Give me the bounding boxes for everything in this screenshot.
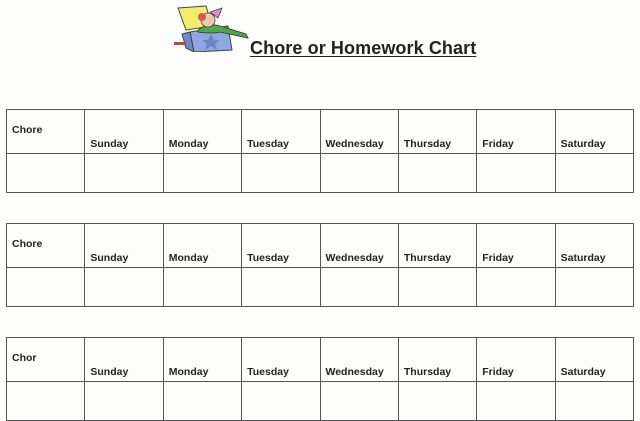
entry-cell[interactable] <box>320 268 398 307</box>
entry-cell[interactable] <box>85 154 163 193</box>
header-cell: Tuesday <box>242 338 320 382</box>
header-cell: Saturday <box>555 224 633 268</box>
entry-cell[interactable] <box>555 382 633 421</box>
chore-table-3 <box>6 337 634 421</box>
header-cell: Sunday <box>85 224 163 268</box>
entry-cell[interactable] <box>477 154 555 193</box>
entry-cell[interactable] <box>163 268 241 307</box>
entry-cell[interactable] <box>555 268 633 307</box>
entry-cell[interactable] <box>398 154 476 193</box>
header-cell: Saturday <box>555 110 633 154</box>
entry-row <box>7 268 634 307</box>
entry-cell[interactable] <box>320 154 398 193</box>
entry-cell[interactable] <box>242 154 320 193</box>
header-cell: Tuesday <box>242 224 320 268</box>
header-cell: Friday <box>477 110 555 154</box>
header-cell: Sunday <box>85 110 163 154</box>
header-cell: Monday <box>163 338 241 382</box>
entry-cell[interactable] <box>320 382 398 421</box>
header-cell: Friday <box>477 224 555 268</box>
entry-cell[interactable] <box>7 382 85 421</box>
entry-cell[interactable] <box>242 268 320 307</box>
header-row <box>7 338 634 382</box>
entry-cell[interactable] <box>555 154 633 193</box>
entry-cell[interactable] <box>85 382 163 421</box>
header-cell: Thursday <box>398 110 476 154</box>
header-cell: Wednesday <box>320 224 398 268</box>
header-cell: Monday <box>163 110 241 154</box>
chore-table-2 <box>6 223 634 307</box>
entry-cell[interactable] <box>398 382 476 421</box>
header-cell: Sunday <box>85 338 163 382</box>
header-cell: Wednesday <box>320 110 398 154</box>
entry-cell[interactable] <box>477 382 555 421</box>
header-cell: Monday <box>163 224 241 268</box>
chore-table-1 <box>6 109 634 193</box>
entry-cell[interactable] <box>477 268 555 307</box>
header-cell: Saturday <box>555 338 633 382</box>
entry-row <box>7 382 634 421</box>
entry-cell[interactable] <box>7 268 85 307</box>
header-cell: Chor <box>7 338 85 382</box>
header-row <box>7 224 634 268</box>
entry-cell[interactable] <box>398 268 476 307</box>
header-cell: Thursday <box>398 338 476 382</box>
header-cell: Chore <box>7 110 85 154</box>
page-title: Chore or Homework Chart <box>250 38 477 58</box>
entry-cell[interactable] <box>163 154 241 193</box>
header-cell: Friday <box>477 338 555 382</box>
header-row <box>7 110 634 154</box>
header-cell: Chore <box>7 224 85 268</box>
entry-cell[interactable] <box>242 382 320 421</box>
jack-in-the-box-clipart <box>168 4 260 52</box>
header-cell: Thursday <box>398 224 476 268</box>
header-cell: Wednesday <box>320 338 398 382</box>
entry-cell[interactable] <box>85 268 163 307</box>
entry-cell[interactable] <box>7 154 85 193</box>
entry-row <box>7 154 634 193</box>
header-cell: Tuesday <box>242 110 320 154</box>
entry-cell[interactable] <box>163 382 241 421</box>
